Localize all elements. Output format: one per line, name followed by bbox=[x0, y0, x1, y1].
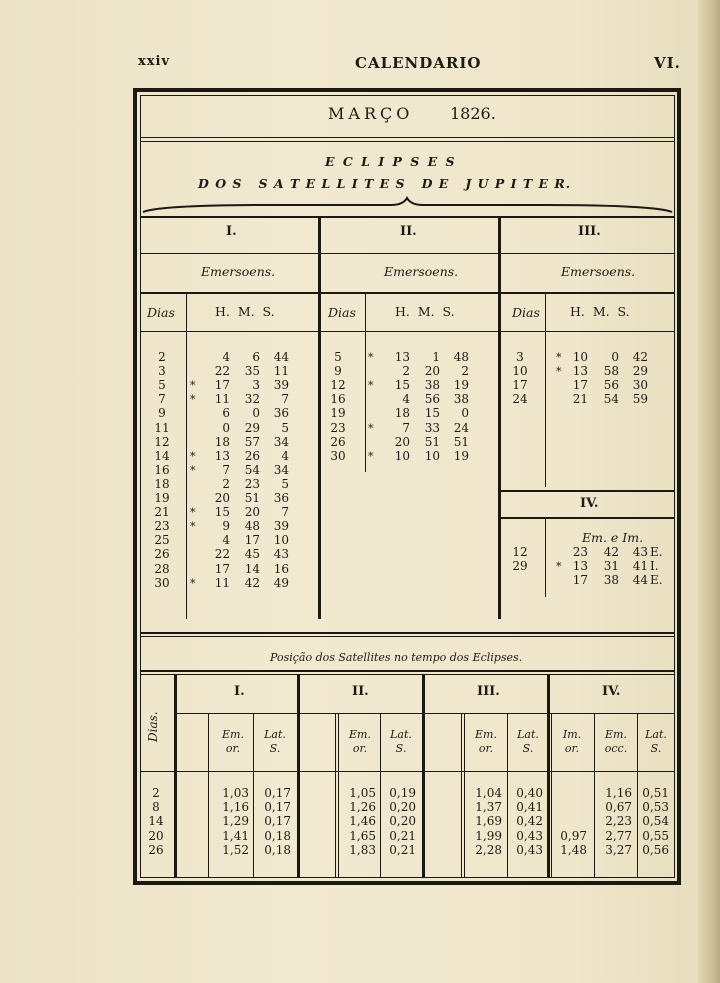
column-header: Lat. bbox=[645, 728, 667, 741]
col-divider bbox=[297, 675, 300, 877]
col-divider bbox=[637, 713, 638, 877]
star-marker: * bbox=[190, 506, 196, 520]
row-day: 9 bbox=[158, 406, 166, 421]
col-divider bbox=[365, 292, 366, 472]
rule bbox=[141, 292, 674, 294]
row-value: 1,52 bbox=[222, 842, 249, 857]
rule bbox=[176, 713, 674, 714]
row-day: 30 bbox=[330, 448, 346, 463]
row-minutes: 42 bbox=[603, 545, 619, 559]
row-hours: 4 bbox=[402, 392, 410, 407]
row-minutes: 38 bbox=[424, 378, 440, 393]
row-event: I. bbox=[650, 559, 659, 574]
row-hours: 11 bbox=[214, 575, 230, 590]
dias-vertical-label: Dias. bbox=[146, 711, 160, 742]
row-hours: 10 bbox=[572, 350, 588, 364]
row-day: 5 bbox=[158, 378, 166, 393]
row-hours: 7 bbox=[222, 462, 230, 477]
star-marker: * bbox=[556, 365, 562, 379]
row-hours: 18 bbox=[394, 406, 410, 421]
row-seconds: 29 bbox=[632, 364, 648, 379]
row-day: 21 bbox=[154, 505, 170, 520]
row-minutes: 3 bbox=[252, 378, 260, 393]
row-day: 26 bbox=[148, 842, 164, 857]
year-title: 1826. bbox=[450, 104, 496, 123]
row-value: 0,17 bbox=[264, 800, 291, 815]
row-day: 19 bbox=[330, 406, 346, 421]
row-day: 11 bbox=[154, 420, 170, 435]
row-minutes: 45 bbox=[244, 547, 260, 562]
col-divider bbox=[422, 675, 425, 877]
row-minutes: 15 bbox=[424, 406, 440, 421]
row-seconds: 36 bbox=[273, 491, 289, 505]
row-value: 2,23 bbox=[605, 814, 632, 829]
row-hours: 22 bbox=[214, 364, 230, 379]
row-value: 0,97 bbox=[560, 828, 587, 843]
section-i-label: I. bbox=[226, 224, 237, 239]
row-seconds: 39 bbox=[273, 378, 289, 393]
row-hours: 13 bbox=[214, 448, 230, 463]
row-hours: 20 bbox=[214, 491, 230, 505]
section-number: VI. bbox=[654, 54, 681, 72]
row-minutes: 54 bbox=[603, 392, 619, 407]
star-marker: * bbox=[190, 576, 196, 590]
row-day: 14 bbox=[154, 448, 170, 463]
row-hours: 17 bbox=[572, 378, 588, 393]
star-marker: * bbox=[368, 379, 374, 393]
row-hours: 4 bbox=[222, 350, 230, 364]
brace-ornament bbox=[141, 196, 674, 216]
row-hours: 13 bbox=[572, 559, 588, 574]
star-marker: * bbox=[368, 421, 374, 435]
row-value: 0,17 bbox=[264, 786, 291, 800]
row-seconds: 49 bbox=[273, 575, 289, 590]
col-divider bbox=[186, 292, 187, 619]
row-seconds: 39 bbox=[273, 519, 289, 534]
row-hours: 17 bbox=[214, 378, 230, 393]
row-value: 0,20 bbox=[389, 800, 416, 815]
row-hours: 2 bbox=[222, 476, 230, 491]
star-marker: * bbox=[190, 393, 196, 407]
row-minutes: 51 bbox=[244, 491, 260, 505]
column-header: Lat. bbox=[390, 728, 412, 741]
row-day: 10 bbox=[512, 364, 528, 379]
col-divider bbox=[335, 713, 336, 877]
col-divider bbox=[380, 713, 381, 877]
col-divider bbox=[547, 675, 550, 877]
row-value: 1,69 bbox=[475, 814, 502, 829]
rule bbox=[141, 253, 674, 254]
row-seconds: 44 bbox=[632, 573, 648, 588]
row-day: 3 bbox=[158, 364, 166, 379]
row-day: 8 bbox=[152, 800, 160, 815]
row-day: 18 bbox=[154, 476, 170, 491]
row-seconds: 42 bbox=[632, 350, 648, 364]
row-seconds: 48 bbox=[453, 350, 469, 364]
row-value: 0,18 bbox=[264, 828, 291, 843]
section-iii-type: Emersoens. bbox=[561, 264, 636, 279]
row-seconds: 43 bbox=[632, 545, 648, 559]
row-day: 7 bbox=[158, 392, 166, 407]
row-minutes: 20 bbox=[424, 364, 440, 379]
row-hours: 23 bbox=[572, 545, 588, 559]
row-hours: 15 bbox=[214, 505, 230, 520]
column-header: Em. bbox=[605, 728, 627, 741]
row-seconds: 38 bbox=[453, 392, 469, 407]
row-day: 30 bbox=[154, 575, 170, 590]
row-seconds: 7 bbox=[281, 505, 289, 520]
row-minutes: 20 bbox=[244, 505, 260, 520]
rule bbox=[141, 670, 674, 672]
row-day: 26 bbox=[154, 547, 170, 562]
row-seconds: 34 bbox=[273, 462, 289, 477]
row-day: 12 bbox=[154, 434, 170, 449]
row-seconds: 41 bbox=[632, 559, 648, 574]
row-day: 29 bbox=[512, 559, 528, 574]
page-number: xxiv bbox=[138, 54, 170, 69]
column-header: S. bbox=[522, 742, 534, 755]
row-hours: 0 bbox=[222, 420, 230, 435]
row-day: 16 bbox=[154, 462, 170, 477]
row-hours: 15 bbox=[394, 378, 410, 393]
section-iv-type: Em. e Im. bbox=[582, 530, 644, 545]
row-value: 0,17 bbox=[264, 814, 291, 829]
row-seconds: 7 bbox=[281, 392, 289, 407]
row-seconds: 36 bbox=[273, 406, 289, 421]
rule bbox=[141, 674, 674, 675]
hms-header: H. M. S. bbox=[215, 304, 275, 319]
group-label: IV. bbox=[602, 684, 621, 699]
star-marker: * bbox=[368, 449, 374, 463]
row-minutes: 6 bbox=[252, 350, 260, 364]
column-header: Lat. bbox=[264, 728, 286, 741]
column-header: occ. bbox=[604, 742, 628, 755]
row-minutes: 0 bbox=[611, 350, 619, 364]
star-marker: * bbox=[190, 463, 196, 477]
row-minutes: 35 bbox=[244, 364, 260, 379]
star-marker: * bbox=[190, 449, 196, 463]
row-day: 2 bbox=[158, 350, 166, 364]
column-header: or. bbox=[564, 742, 580, 755]
row-seconds: 16 bbox=[273, 561, 289, 576]
row-value: 1,48 bbox=[560, 842, 587, 857]
hms-header: H. M. S. bbox=[570, 304, 630, 319]
row-day: 3 bbox=[516, 350, 524, 364]
row-minutes: 56 bbox=[424, 392, 440, 407]
rule bbox=[500, 517, 674, 519]
row-minutes: 23 bbox=[244, 476, 260, 491]
row-minutes: 32 bbox=[244, 392, 260, 407]
row-day: 24 bbox=[512, 392, 528, 407]
posicao-title: Posição dos Satellites no tempo dos Eclipses. bbox=[270, 651, 523, 664]
section-ii-label: II. bbox=[400, 224, 417, 239]
row-value: 0,21 bbox=[389, 842, 416, 857]
row-day: 19 bbox=[154, 491, 170, 505]
row-minutes: 29 bbox=[244, 420, 260, 435]
row-event: E. bbox=[650, 545, 663, 559]
row-minutes: 42 bbox=[244, 575, 260, 590]
row-value: 0,54 bbox=[642, 814, 669, 829]
row-seconds: 59 bbox=[632, 392, 648, 407]
col-divider bbox=[174, 675, 177, 877]
star-marker: * bbox=[190, 520, 196, 534]
row-value: 0,43 bbox=[516, 828, 543, 843]
row-value: 0,21 bbox=[389, 828, 416, 843]
month-title: MARÇO bbox=[328, 104, 414, 123]
row-seconds: 2 bbox=[461, 364, 469, 379]
row-minutes: 33 bbox=[424, 420, 440, 435]
row-value: 3,27 bbox=[605, 842, 632, 857]
row-value: 0,43 bbox=[516, 842, 543, 857]
column-header: Em. bbox=[222, 728, 244, 741]
row-hours: 13 bbox=[394, 350, 410, 364]
row-minutes: 14 bbox=[244, 561, 260, 576]
rule bbox=[141, 632, 674, 634]
row-hours: 21 bbox=[572, 392, 588, 407]
row-hours: 9 bbox=[222, 519, 230, 534]
column-header: S. bbox=[650, 742, 662, 755]
rule bbox=[500, 490, 674, 492]
row-seconds: 34 bbox=[273, 434, 289, 449]
row-seconds: 51 bbox=[453, 434, 469, 449]
row-seconds: 5 bbox=[281, 420, 289, 435]
row-day: 5 bbox=[334, 350, 342, 364]
row-minutes: 38 bbox=[603, 573, 619, 588]
row-day: 17 bbox=[512, 378, 528, 393]
row-seconds: 30 bbox=[632, 378, 648, 393]
col-divider bbox=[545, 517, 546, 597]
star-marker: * bbox=[556, 351, 562, 364]
group-label: III. bbox=[477, 684, 500, 699]
row-value: 1,05 bbox=[349, 786, 376, 800]
row-value: 1,29 bbox=[222, 814, 249, 829]
row-hours: 22 bbox=[214, 547, 230, 562]
row-seconds: 43 bbox=[273, 547, 289, 562]
col-divider bbox=[498, 216, 501, 619]
col-divider bbox=[507, 713, 508, 877]
page-edge bbox=[698, 0, 720, 983]
row-hours: 17 bbox=[214, 561, 230, 576]
row-value: 0,40 bbox=[516, 786, 543, 800]
row-value: 0,42 bbox=[516, 814, 543, 829]
group-label: I. bbox=[234, 684, 245, 699]
row-value: 1,46 bbox=[349, 814, 376, 829]
row-minutes: 58 bbox=[603, 364, 619, 379]
row-day: 12 bbox=[330, 378, 346, 393]
row-minutes: 54 bbox=[244, 462, 260, 477]
row-minutes: 51 bbox=[424, 434, 440, 449]
row-value: 0,51 bbox=[642, 786, 669, 800]
column-header: Im. bbox=[562, 728, 582, 741]
col-divider bbox=[551, 713, 552, 877]
row-event: E. bbox=[650, 573, 663, 588]
row-value: 0,56 bbox=[642, 842, 669, 857]
row-hours: 4 bbox=[222, 533, 230, 548]
row-day: 23 bbox=[330, 420, 346, 435]
column-header: or. bbox=[225, 742, 241, 755]
row-hours: 6 bbox=[222, 406, 230, 421]
star-marker: * bbox=[368, 351, 374, 364]
row-value: 1,03 bbox=[222, 786, 249, 800]
row-seconds: 19 bbox=[453, 378, 469, 393]
column-header: Lat. bbox=[517, 728, 539, 741]
row-value: 0,41 bbox=[516, 800, 543, 815]
rule bbox=[141, 216, 674, 218]
row-seconds: 4 bbox=[281, 448, 289, 463]
row-minutes: 26 bbox=[244, 448, 260, 463]
row-day: 16 bbox=[330, 392, 346, 407]
star-marker: * bbox=[190, 379, 196, 393]
rule bbox=[141, 331, 674, 332]
row-value: 1,83 bbox=[349, 842, 376, 857]
col-divider bbox=[318, 216, 321, 619]
row-minutes: 10 bbox=[424, 448, 440, 463]
row-value: 0,55 bbox=[642, 828, 669, 843]
col-divider bbox=[461, 713, 462, 877]
col-divider bbox=[594, 713, 595, 877]
row-value: 1,99 bbox=[475, 828, 502, 843]
row-day: 25 bbox=[154, 533, 170, 548]
row-seconds: 11 bbox=[273, 364, 289, 379]
row-seconds: 10 bbox=[273, 533, 289, 548]
column-header: S. bbox=[269, 742, 281, 755]
row-day: 2 bbox=[152, 786, 160, 800]
row-value: 1,04 bbox=[475, 786, 502, 800]
row-hours: 10 bbox=[394, 448, 410, 463]
row-hours: 11 bbox=[214, 392, 230, 407]
column-header: Em. bbox=[349, 728, 371, 741]
row-day: 20 bbox=[148, 828, 164, 843]
row-minutes: 17 bbox=[244, 533, 260, 548]
row-minutes: 57 bbox=[244, 434, 260, 449]
row-day: 12 bbox=[512, 545, 528, 559]
section-iv-label: IV. bbox=[580, 496, 599, 511]
row-value: 0,67 bbox=[605, 800, 632, 815]
row-value: 0,18 bbox=[264, 842, 291, 857]
row-hours: 13 bbox=[572, 364, 588, 379]
row-minutes: 0 bbox=[252, 406, 260, 421]
col-divider bbox=[464, 713, 465, 877]
row-minutes: 56 bbox=[603, 378, 619, 393]
column-header: or. bbox=[478, 742, 494, 755]
row-hours: 7 bbox=[402, 420, 410, 435]
row-day: 28 bbox=[154, 561, 170, 576]
row-value: 2,77 bbox=[605, 828, 632, 843]
row-minutes: 31 bbox=[603, 559, 619, 574]
running-title: CALENDARIO bbox=[355, 54, 482, 72]
row-seconds: 5 bbox=[281, 476, 289, 491]
row-value: 0,53 bbox=[642, 800, 669, 815]
row-value: 1,26 bbox=[349, 800, 376, 815]
row-seconds: 44 bbox=[273, 350, 289, 364]
row-value: 2,28 bbox=[475, 842, 502, 857]
row-seconds: 24 bbox=[453, 420, 469, 435]
row-seconds: 0 bbox=[461, 406, 469, 421]
section-ii-type: Emersoens. bbox=[384, 264, 459, 279]
row-value: 1,16 bbox=[605, 786, 632, 800]
group-label: II. bbox=[352, 684, 369, 699]
section-i-type: Emersoens. bbox=[201, 264, 276, 279]
row-value: 1,16 bbox=[222, 800, 249, 815]
col-divider bbox=[253, 713, 254, 877]
row-value: 1,41 bbox=[222, 828, 249, 843]
row-minutes: 1 bbox=[432, 350, 440, 364]
eclipses-heading: E C L I P S E S bbox=[325, 154, 457, 169]
row-hours: 20 bbox=[394, 434, 410, 449]
row-hours: 2 bbox=[402, 364, 410, 379]
row-value: 0,20 bbox=[389, 814, 416, 829]
column-header: S. bbox=[395, 742, 407, 755]
star-marker: * bbox=[556, 560, 562, 574]
hms-header: H. M. S. bbox=[395, 304, 455, 319]
dias-header: Dias bbox=[512, 305, 540, 320]
eclipses-subheading: D O S S A T E L L I T E S D E J U P I T E R. bbox=[198, 176, 572, 191]
row-value: 1,37 bbox=[475, 800, 502, 815]
col-divider bbox=[208, 713, 209, 877]
col-divider bbox=[338, 713, 339, 877]
row-hours: 17 bbox=[572, 573, 588, 588]
dias-header: Dias bbox=[147, 305, 175, 320]
section-iii-label: III. bbox=[578, 224, 601, 239]
rule bbox=[141, 137, 674, 138]
row-day: 9 bbox=[334, 364, 342, 379]
row-value: 1,65 bbox=[349, 828, 376, 843]
row-day: 14 bbox=[148, 814, 164, 829]
row-minutes: 48 bbox=[244, 519, 260, 534]
col-divider bbox=[545, 292, 546, 487]
row-day: 26 bbox=[330, 434, 346, 449]
column-header: Em. bbox=[475, 728, 497, 741]
row-day: 23 bbox=[154, 519, 170, 534]
dias-header: Dias bbox=[328, 305, 356, 320]
rule bbox=[141, 636, 674, 637]
row-value: 0,19 bbox=[389, 786, 416, 800]
column-header: or. bbox=[352, 742, 368, 755]
rule bbox=[141, 141, 674, 142]
row-hours: 18 bbox=[214, 434, 230, 449]
row-seconds: 19 bbox=[453, 448, 469, 463]
